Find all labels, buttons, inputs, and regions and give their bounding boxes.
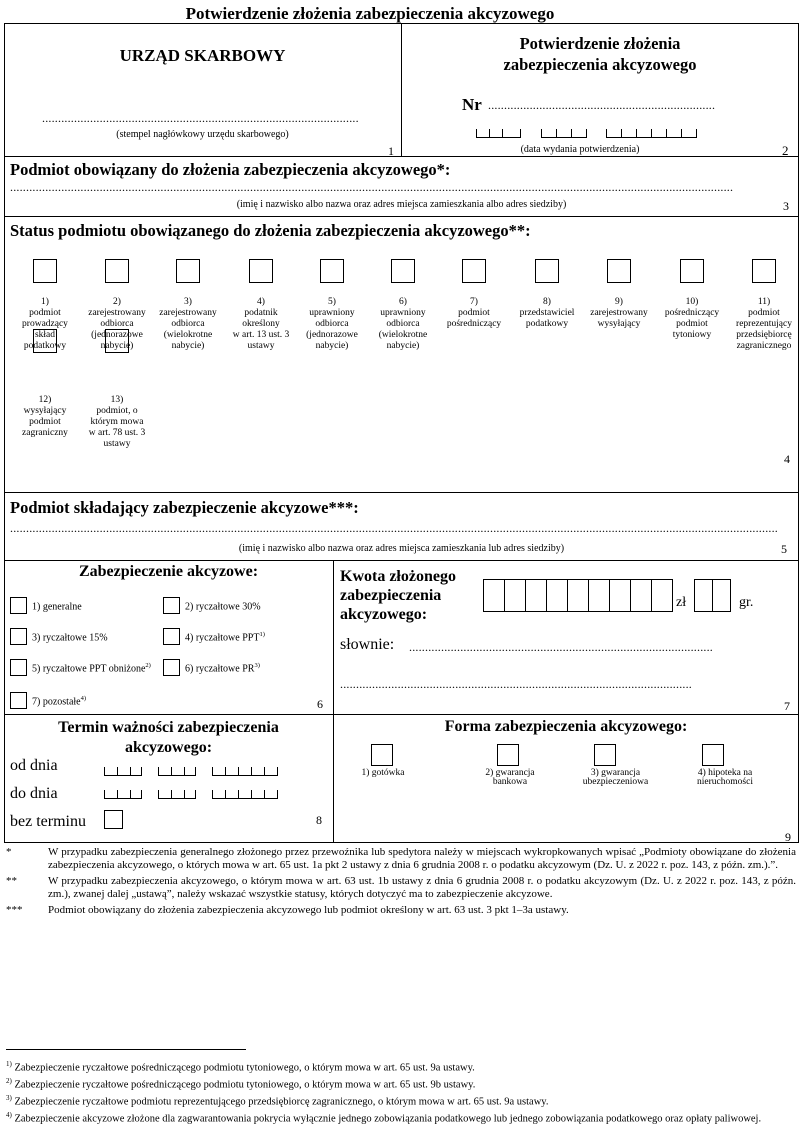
status-label-line: zagraniczny — [22, 428, 68, 438]
status-label-line: 1) — [41, 297, 49, 307]
security-type-label-sup: 1) — [259, 631, 265, 638]
form-heading: Forma zabezpieczenia akcyzowego: — [444, 718, 688, 735]
security-type-heading: Zabezpieczenie akcyzowe: — [78, 563, 259, 580]
submitting-entity-heading: Podmiot składający zabezpieczenie akcyzowe***: — [10, 498, 359, 517]
section-number-4: 4 — [784, 452, 790, 466]
footnotes — [6, 1058, 796, 1126]
from-day-boxes[interactable] — [104, 767, 142, 776]
status-label-line: (jednorazowe — [91, 330, 143, 340]
section-number-2: 2 — [782, 143, 789, 158]
status-checkbox-2[interactable] — [105, 259, 129, 283]
status-label-line: podatkowy — [23, 341, 67, 351]
zl-label: zł — [676, 595, 687, 610]
note-1-text: W przypadku zabezpieczenia generalnego złożonego przez przewoźnika lub spedytora należy w miejscach wykropkowanych wpisać „Podmioty obowiązane do złożenia zabezpieczenia akcyzowego, o których mowa w art. 65 ust. 1a pkt 2 ustawy z dnia 6 grudnia 2008 r. o podatku akcyzowym (Dz. U. z 2022 r. poz. 143, z późn. zm.).”. — [48, 846, 796, 871]
obliged-entity-caption: (imię i nazwisko albo nazwa oraz adres miejsca zamieszkania albo adres siedziby) — [236, 199, 567, 210]
confirmation-heading-line1: Potwierdzenie złożenia — [519, 34, 681, 53]
status-label-line: prowadzący — [22, 319, 68, 329]
status-label-line: 7) — [470, 297, 478, 307]
status-label-line: podatkowy — [525, 319, 569, 329]
footnote-1-text: Zabezpieczenie ryczałtowe pośredniczącego podmiotu tytoniowego, o którym mowa w art. 65 ust. 9a ustawy. — [14, 1062, 475, 1074]
status-label-line: podmiot — [29, 417, 61, 427]
to-day-boxes[interactable] — [104, 790, 142, 799]
form-label-3 — [568, 769, 663, 787]
footnote-4-text: Zabezpieczenie akcyzowe złożone dla zagwarantowania pokrycia wyłącznie jednego zobowiązania podatkowego lub jednego zobowiązania podatkowego oraz opłaty paliwowej. — [14, 1113, 762, 1125]
status-label-line: podatnik — [244, 308, 278, 318]
security-type-checkbox-1[interactable] — [10, 597, 27, 614]
status-label-line: 2) — [113, 297, 121, 307]
gr-label: gr. — [739, 595, 754, 610]
footnote-3 — [6, 1092, 796, 1109]
status-label-line: 11) — [757, 297, 771, 307]
form-checkbox-3[interactable] — [594, 744, 616, 766]
status-label-line: w art. 78 ust. 3 — [88, 428, 146, 438]
status-label-line: 3) — [184, 297, 192, 307]
amount-zl-boxes[interactable] — [483, 579, 673, 612]
status-label-line: podmiot — [748, 308, 780, 318]
date-caption: (data wydania potwierdzenia) — [520, 144, 640, 155]
status-label-line: skład — [34, 330, 56, 340]
status-label-7 — [439, 297, 509, 330]
status-checkbox-10[interactable] — [680, 259, 704, 283]
date-year-boxes[interactable] — [606, 129, 697, 138]
footnote-2-sup: 2) — [6, 1077, 12, 1085]
date-day-boxes[interactable] — [476, 129, 521, 138]
footnote-1-sup: 1) — [6, 1060, 12, 1068]
status-label-line: odbiorca — [171, 319, 205, 329]
security-type-label-text: 2) ryczałtowe 30% — [185, 601, 261, 613]
form-checkbox-1[interactable] — [371, 744, 393, 766]
slownie-field-2[interactable]: .............................................................................................................. — [340, 677, 692, 691]
status-label-13 — [82, 395, 152, 450]
from-date-label: od dnia — [10, 757, 58, 774]
no-term-label: bez terminu — [10, 813, 86, 830]
security-type-label-sup: 2) — [145, 662, 151, 669]
status-label-line: 13) — [110, 395, 124, 405]
status-label-line: wysyłający — [23, 406, 67, 416]
security-type-label-7 — [32, 695, 86, 707]
status-label-5 — [297, 297, 367, 352]
status-label-line: ustawy — [247, 341, 275, 351]
nr-label: Nr — [462, 95, 482, 114]
security-type-label-sup: 4) — [80, 695, 87, 702]
status-checkbox-8[interactable] — [535, 259, 559, 283]
security-type-label-text: 4) ryczałtowe PPT — [185, 632, 260, 644]
status-label-line: odbiorca — [386, 319, 420, 329]
status-label-line: (jednorazowe — [306, 330, 358, 340]
status-label-line: zarejestrowany — [590, 308, 648, 318]
status-checkbox-11[interactable] — [752, 259, 776, 283]
status-label-6 — [368, 297, 438, 352]
footnote-4 — [6, 1109, 796, 1126]
from-month-boxes[interactable] — [158, 767, 196, 776]
security-type-label-text: 7) pozostałe — [32, 696, 81, 708]
section-number-8: 8 — [316, 813, 322, 827]
security-type-checkbox-3[interactable] — [10, 628, 27, 645]
status-label-line: zarejestrowany — [88, 308, 146, 318]
footnote-separator — [6, 1049, 246, 1050]
status-label-3 — [153, 297, 223, 352]
status-label-line: 4) — [257, 297, 265, 307]
section-number-5: 5 — [781, 542, 787, 556]
status-label-10 — [657, 297, 727, 341]
form-label-line: nieruchomości — [697, 777, 753, 787]
status-label-line: w art. 13 ust. 3 — [232, 330, 290, 340]
note-3 — [6, 904, 796, 917]
note-2-text: W przypadku zabezpieczenia akcyzowego, o którym mowa w art. 63 ust. 1b ustawy z dnia 6 grudnia 2008 r. o podatku akcyzowym (Dz. U. z 2022 r. poz. 143, z późn. zm.), zwanej dalej „ustawą”, należy wskazać wszystkie statusy, których dotyczyć ma to zabezpieczenie akcyzowe. — [48, 875, 796, 900]
form-label-line: 4) hipoteka na — [697, 768, 753, 778]
confirmation-heading-line2: zabezpieczenia akcyzowego — [503, 55, 697, 74]
security-type-checkbox-5[interactable] — [10, 659, 27, 676]
form-checkbox-4[interactable] — [702, 744, 724, 766]
nr-field[interactable]: ....................................................................... — [488, 98, 716, 112]
form-label-line: 1) gotówka — [361, 768, 405, 778]
footnote-2 — [6, 1075, 796, 1092]
security-type-label-1 — [32, 600, 82, 612]
status-checkbox-12[interactable] — [33, 329, 57, 353]
to-date-label: do dnia — [10, 785, 58, 802]
submitting-entity-caption: (imię i nazwisko albo nazwa oraz adres miejsca zamieszkania lub adres siedziby) — [238, 543, 565, 554]
submitting-entity-field[interactable]: ................................................................................................................................................................................................................................................ — [10, 521, 778, 535]
status-label-line: nabycie) — [100, 341, 134, 351]
status-label-12 — [10, 395, 80, 439]
status-label-line: odbiorca — [315, 319, 349, 329]
footnote-3-sup: 3) — [6, 1094, 12, 1102]
security-type-label-3 — [32, 631, 108, 643]
form-checkbox-2[interactable] — [497, 744, 519, 766]
form-label-line: 3) gwarancja — [590, 768, 641, 778]
status-label-line: (wielokrotne — [378, 330, 428, 340]
page-title: Potwierdzenie złożenia zabezpieczenia akcyzowego — [185, 4, 555, 23]
section-number-3: 3 — [783, 199, 789, 213]
note-1 — [6, 846, 796, 872]
status-label-line: którym mowa — [90, 417, 144, 427]
security-type-label-2 — [185, 600, 261, 612]
footnote-1 — [6, 1058, 796, 1075]
status-label-line: 10) — [685, 297, 699, 307]
security-type-label-text: 1) generalne — [32, 601, 82, 613]
status-label-line: tytoniowy — [672, 330, 712, 340]
amount-heading-line3: akcyzowego: — [340, 606, 428, 623]
validity-heading — [4, 718, 333, 758]
notes — [6, 846, 796, 917]
footnote-4-sup: 4) — [6, 1111, 12, 1119]
from-year-boxes[interactable] — [212, 767, 278, 776]
to-year-boxes[interactable] — [212, 790, 278, 799]
form-label-line: bankowa — [492, 777, 528, 787]
status-label-9 — [584, 297, 654, 330]
status-label-line: 6) — [399, 297, 407, 307]
note-2 — [6, 875, 796, 901]
stamp-line: ................................................................................................... — [42, 111, 359, 125]
obliged-entity-heading: Podmiot obowiązany do złożenia zabezpieczenia akcyzowego*: — [10, 160, 451, 179]
status-label-line: przedsiębiorcę — [736, 330, 792, 340]
security-type-checkbox-4[interactable] — [163, 628, 180, 645]
amount-heading-line1: Kwota złożonego — [340, 568, 456, 585]
note-3-text: Podmiot obowiązany do złożenia zabezpieczenia akcyzowego lub podmiot określony w art. 63 ust. 3 pkt 1–3a ustawy. — [48, 904, 569, 916]
form-label-4 — [680, 769, 770, 787]
status-label-line: (wielokrotne — [163, 330, 213, 340]
slownie-field[interactable]: ............................................................................................... — [409, 640, 713, 654]
status-label-8 — [512, 297, 582, 330]
section-number-9: 9 — [785, 830, 791, 844]
status-label-line: zarejestrowany — [159, 308, 217, 318]
office-heading: URZĄD SKARBOWY — [119, 46, 286, 65]
obliged-entity-field[interactable]: .................................................................................................................................................................................................................................. — [10, 180, 734, 194]
status-label-line: nabycie) — [386, 341, 420, 351]
status-label-line: pośredniczący — [664, 308, 720, 318]
status-label-line: pośredniczący — [446, 319, 502, 329]
confirmation-heading — [401, 33, 799, 75]
status-label-line: zagranicznego — [736, 341, 792, 351]
security-type-checkbox-7[interactable] — [10, 692, 27, 709]
security-type-label-6 — [185, 662, 260, 674]
slownie-label: słownie: — [340, 636, 395, 653]
status-heading: Status podmiotu obowiązanego do złożenia zabezpieczenia akcyzowego**: — [10, 221, 531, 240]
no-term-checkbox[interactable] — [104, 810, 123, 829]
validity-heading-line2: akcyzowego: — [124, 739, 213, 756]
status-label-line: nabycie) — [171, 341, 205, 351]
to-month-boxes[interactable] — [158, 790, 196, 799]
status-label-11 — [729, 297, 799, 352]
status-checkbox-13[interactable] — [105, 329, 129, 353]
footnote-3-text: Zabezpieczenie ryczałtowe podmiotu reprezentującego przedsiębiorcę zagranicznego, o którym mowa w art. 65 ust. 9a ustawy. — [14, 1096, 549, 1108]
note-3-mark: *** — [6, 904, 23, 916]
status-label-line: określony — [242, 319, 280, 329]
status-label-line: 5) — [328, 297, 336, 307]
amount-heading-line2: zabezpieczenia — [340, 587, 442, 604]
status-checkbox-5[interactable] — [320, 259, 344, 283]
status-checkbox-9[interactable] — [607, 259, 631, 283]
status-checkbox-3[interactable] — [176, 259, 200, 283]
form-label-line: ubezpieczeniowa — [582, 777, 649, 787]
security-type-checkbox-6[interactable] — [163, 659, 180, 676]
status-label-line: 8) — [543, 297, 551, 307]
security-type-label-4 — [185, 631, 265, 643]
status-label-line: ustawy — [103, 439, 131, 449]
section-number-1: 1 — [388, 144, 394, 158]
status-label-line: wysyłający — [597, 319, 641, 329]
security-type-checkbox-2[interactable] — [163, 597, 180, 614]
status-checkbox-6[interactable] — [391, 259, 415, 283]
footnote-2-text: Zabezpieczenie ryczałtowe pośredniczącego podmiotu tytoniowego, o którym mowa w art. 65 ust. 9b ustawy. — [14, 1079, 476, 1091]
status-checkbox-4[interactable] — [249, 259, 273, 283]
status-label-line: 12) — [38, 395, 52, 405]
date-month-boxes[interactable] — [541, 129, 587, 138]
status-label-line: podmiot — [29, 308, 61, 318]
status-checkbox-1[interactable] — [33, 259, 57, 283]
form-label-1 — [353, 769, 413, 778]
security-type-label-text: 3) ryczałtowe 15% — [32, 632, 108, 644]
status-label-line: odbiorca — [100, 319, 134, 329]
status-checkbox-7[interactable] — [462, 259, 486, 283]
section-number-6: 6 — [317, 697, 323, 711]
security-type-label-text: 6) ryczałtowe PR — [185, 663, 255, 675]
status-label-line: przedstawiciel — [519, 308, 575, 318]
security-type-label-sup: 3) — [254, 662, 260, 669]
status-label-line: uprawniony — [380, 308, 426, 318]
status-label-line: reprezentujący — [736, 319, 792, 329]
form-label-2 — [465, 769, 555, 787]
status-label-line: 9) — [615, 297, 623, 307]
security-type-label-5 — [32, 662, 151, 674]
note-1-mark: * — [6, 846, 12, 858]
note-2-mark: ** — [6, 875, 17, 887]
stamp-caption: (stempel nagłówkowy urzędu skarbowego) — [116, 129, 289, 140]
amount-gr-boxes[interactable] — [694, 579, 731, 612]
status-label-line: nabycie) — [315, 341, 349, 351]
security-type-label-text: 5) ryczałtowe PPT obniżone — [32, 663, 146, 675]
amount-heading — [340, 567, 456, 624]
form-label-line: 2) gwarancja — [485, 768, 535, 778]
status-label-line: podmiot, o — [96, 406, 138, 416]
status-label-line: podmiot — [458, 308, 490, 318]
status-label-line: podmiot — [676, 319, 708, 329]
status-label-line: uprawniony — [309, 308, 355, 318]
validity-heading-line1: Termin ważności zabezpieczenia — [58, 719, 279, 736]
status-label-4 — [226, 297, 296, 352]
section-number-7: 7 — [784, 699, 790, 713]
